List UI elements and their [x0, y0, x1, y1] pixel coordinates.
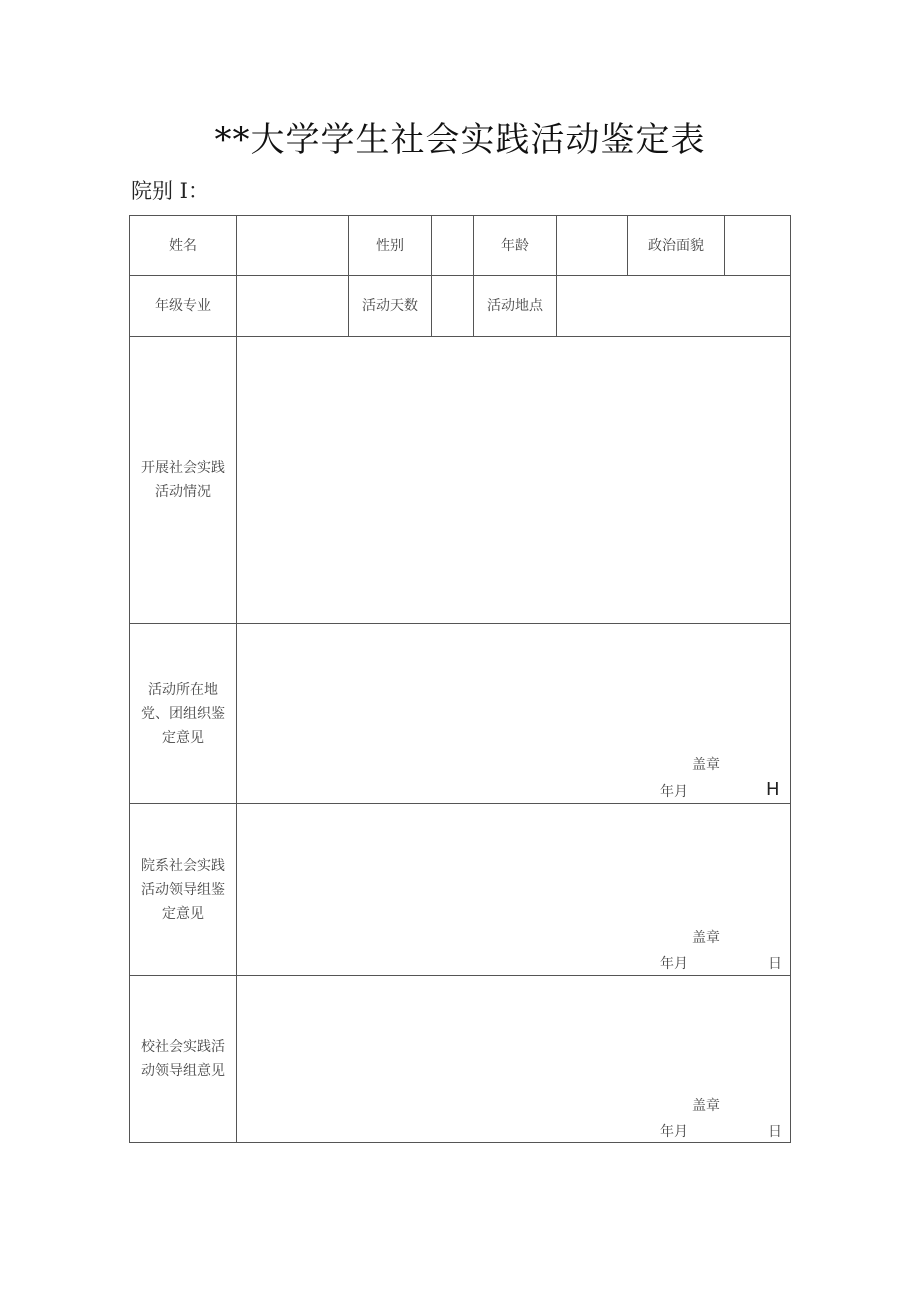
activity-days-label: 活动天数 — [362, 298, 418, 314]
seal-label: 盖章 — [692, 757, 720, 773]
year-month-label: 年月 — [660, 784, 688, 800]
department-appraisal-label: 院系社会实践活动领导组鉴定意见 — [141, 857, 225, 922]
political-status-label: 政治面貌 — [648, 237, 704, 254]
political-status-field[interactable] — [725, 216, 790, 275]
age-label: 年龄 — [501, 237, 529, 254]
day-label: 日 — [768, 956, 782, 972]
day-label: H — [766, 779, 780, 800]
university-appraisal-field[interactable] — [237, 976, 790, 1142]
gender-label: 性别 — [376, 237, 404, 254]
grade-major-label: 年级专业 — [155, 298, 211, 314]
activity-location-label: 活动地点 — [487, 298, 543, 314]
grade-major-field[interactable] — [237, 276, 348, 336]
department-label: 院别 I： — [131, 179, 209, 203]
local-org-appraisal-field[interactable] — [237, 624, 790, 803]
year-month-label: 年月 — [660, 956, 688, 972]
appraisal-form-table — [129, 215, 791, 1143]
day-label: 日 — [768, 1124, 782, 1140]
department-appraisal-field[interactable] — [237, 804, 790, 975]
seal-label: 盖章 — [692, 930, 720, 946]
gender-field[interactable] — [432, 216, 473, 275]
age-field[interactable] — [557, 216, 627, 275]
name-label: 姓名 — [169, 237, 197, 254]
local-org-appraisal-label: 活动所在地党、团组织鉴定意见 — [141, 681, 225, 746]
activity-location-field[interactable] — [557, 276, 790, 336]
page-title: **大学学生社会实践活动鉴定表 — [214, 120, 706, 160]
university-appraisal-label: 校社会实践活动领导组意见 — [141, 1039, 225, 1079]
seal-label: 盖章 — [692, 1098, 720, 1114]
name-field[interactable] — [237, 216, 348, 275]
year-month-label: 年月 — [660, 1124, 688, 1140]
activity-days-field[interactable] — [432, 276, 473, 336]
activity-description-field[interactable] — [237, 337, 790, 623]
activity-description-label: 开展社会实践活动情况 — [141, 460, 225, 500]
